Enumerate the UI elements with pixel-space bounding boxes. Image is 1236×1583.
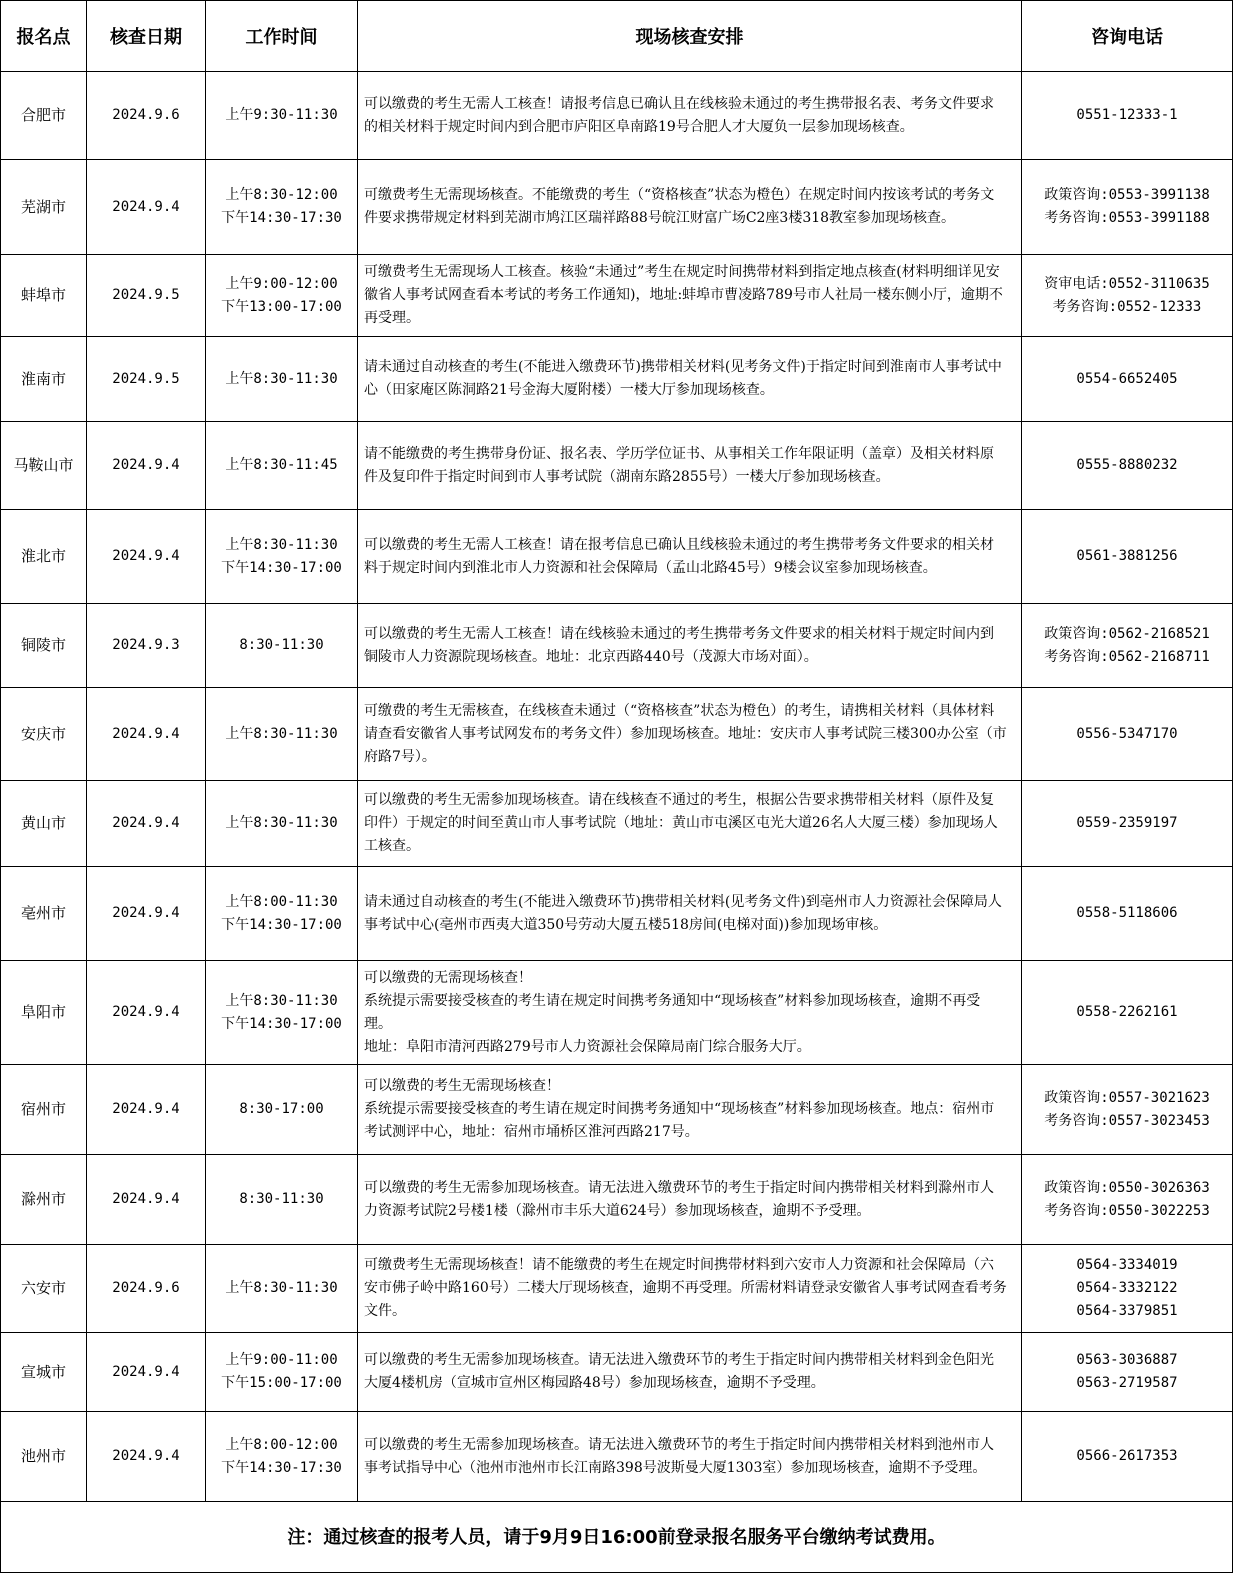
table-row <box>1 1245 1233 1333</box>
phone-cell <box>1022 255 1233 337</box>
city-cell: 淮南市 <box>1 337 87 422</box>
phone-line: 考务咨询:0562-2168711 <box>1044 648 1210 665</box>
city-cell: 黄山市 <box>1 781 87 867</box>
phone-line: 0559-2359197 <box>1076 815 1178 831</box>
table-row <box>1 1065 1233 1155</box>
phone-cell <box>1022 510 1233 604</box>
arrangement-cell <box>358 961 1022 1065</box>
date-cell: 2024.9.4 <box>87 1333 206 1412</box>
phone-line: 政策咨询:0557-3021623 <box>1044 1089 1210 1106</box>
arrangement-text: 可以缴费的考生无需参加现场核查。请无法进入缴费环节的考生于指定时间内携带相关材料到金色阳光大厦4楼机房（宣城市宣州区梅园路48号）参加现场核查，逾期不予受理。 <box>364 1352 994 1391</box>
time-line: 上午9:00-12:00 <box>225 275 338 292</box>
date-cell: 2024.9.4 <box>87 1155 206 1245</box>
date-cell: 2024.9.6 <box>87 72 206 160</box>
arrangement-cell <box>358 1155 1022 1245</box>
arrangement-text: 请未通过自动核查的考生(不能进入缴费环节)携带相关材料(见考务文件)于指定时间到淮南市人事考试中心（田家庵区陈洞路21号金海大厦附楼）一楼大厅参加现场核查。 <box>364 359 1002 398</box>
city-cell: 铜陵市 <box>1 604 87 688</box>
arrangement-text: 可以缴费的考生无需现场核查！ <box>364 1078 560 1094</box>
date-cell: 2024.9.4 <box>87 961 206 1065</box>
arrangement-cell <box>358 1333 1022 1412</box>
arrangement-cell <box>358 255 1022 337</box>
time-cell <box>206 160 358 255</box>
phone-cell <box>1022 72 1233 160</box>
date-cell: 2024.9.3 <box>87 604 206 688</box>
time-line: 上午9:30-11:30 <box>225 107 338 123</box>
phone-line: 0561-3881256 <box>1076 548 1178 564</box>
arrangement-text: 请不能缴费的考生携带身份证、报名表、学历学位证书、从事相关工作年限证明（盖章）及相关材料原件及复印件于指定时间到市人事考试院（湖南东路2855号）一楼大厅参加现场核查。 <box>364 445 994 485</box>
time-cell <box>206 1333 358 1412</box>
city-cell: 芜湖市 <box>1 160 87 255</box>
arrangement-cell <box>358 72 1022 160</box>
phone-line: 0564-3332122 <box>1076 1280 1178 1296</box>
time-line: 下午14:30-17:00 <box>221 916 342 933</box>
time-cell <box>206 72 358 160</box>
city-cell: 阜阳市 <box>1 961 87 1065</box>
time-line: 上午8:30-12:00 <box>225 187 338 203</box>
time-cell <box>206 961 358 1065</box>
arrangement-text: 可以缴费的考生无需人工核查！请在报考信息已确认且线核验未通过的考生携带考务文件要求的相关材料于规定时间内到淮北市人力资源和社会保障局（孟山北路45号）9楼会议室参加现场核查。 <box>364 536 994 576</box>
arrangement-text: 请未通过自动核查的考生(不能进入缴费环节)携带相关材料(见考务文件)到亳州市人力资源社会保障局人事考试中心(亳州市西夷大道350号劳动大厦五楼518房间(电梯对面))参加现场审核。 <box>364 893 1002 933</box>
header-arrangement: 现场核查安排 <box>358 1 1022 72</box>
phone-cell <box>1022 688 1233 781</box>
table-row <box>1 160 1233 255</box>
time-line: 下午14:30-17:30 <box>221 210 342 226</box>
arrangement-text: 可以缴费的考生无需参加现场核查。请无法进入缴费环节的考生于指定时间内携带相关材料到池州市人事考试指导中心（池州市池州市长江南路398号波斯曼大厦1303室）参加现场核查，逾期不予受理。 <box>364 1436 994 1476</box>
phone-line: 0558-5118606 <box>1076 905 1178 921</box>
table-row <box>1 72 1233 160</box>
header-date: 核查日期 <box>87 1 206 72</box>
phone-line: 0551-12333-1 <box>1076 107 1178 123</box>
date-cell: 2024.9.4 <box>87 1065 206 1155</box>
city-cell: 合肥市 <box>1 72 87 160</box>
arrangement-text: 可缴费考生无需现场人工核查。核验“未通过”考生在规定时间携带材料到指定地点核查(材料明细详见安徽省人事考试网查看本考试的考务工作通知)，地址:蚌埠市曹凌路789号市人社局一楼东侧小厅，逾期不再受理。 <box>364 264 1003 326</box>
time-cell <box>206 781 358 867</box>
time-line: 上午8:30-11:45 <box>225 457 338 473</box>
table-row <box>1 1333 1233 1412</box>
header-time: 工作时间 <box>206 1 358 72</box>
date-cell: 2024.9.4 <box>87 422 206 510</box>
time-line: 上午8:30-11:30 <box>225 815 338 831</box>
date-cell: 2024.9.5 <box>87 337 206 422</box>
time-line: 上午8:00-11:30 <box>225 893 338 910</box>
phone-line: 考务咨询:0552-12333 <box>1052 298 1202 315</box>
phone-line: 考务咨询:0557-3023453 <box>1044 1112 1210 1129</box>
time-cell <box>206 422 358 510</box>
header-city: 报名点 <box>1 1 87 72</box>
phone-line: 0564-3379851 <box>1076 1303 1178 1319</box>
phone-cell <box>1022 1412 1233 1502</box>
arrangement-text: 可缴费考生无需现场核查。不能缴费的考生（“资格核查”状态为橙色）在规定时间内按该考试的考务文件要求携带规定材料到芜湖市鸠江区瑞祥路88号皖江财富广场C2座3楼318教室参加现场核查。 <box>364 187 995 226</box>
note-row <box>1 1502 1233 1573</box>
time-cell <box>206 867 358 961</box>
date-cell: 2024.9.4 <box>87 688 206 781</box>
time-line: 上午9:00-11:00 <box>225 1352 338 1368</box>
time-line: 8:30-11:30 <box>239 637 324 653</box>
arrangement-text: 地址：阜阳市清河西路279号市人力资源社会保障局南门综合服务大厅。 <box>364 1038 811 1055</box>
header-row <box>1 1 1233 72</box>
arrangement-text: 可缴费考生无需现场核查！请不能缴费的考生在规定时间携带材料到六安市人力资源和社会保障局（六安市佛子岭中路160号）二楼大厅现场核查，逾期不再受理。所需材料请登录安徽省人事考试网查看考务文件。 <box>364 1257 1007 1319</box>
arrangement-cell <box>358 781 1022 867</box>
phone-line: 0566-2617353 <box>1076 1448 1178 1464</box>
time-line: 8:30-11:30 <box>239 1191 324 1207</box>
phone-line: 资审电话:0552-3110635 <box>1044 275 1210 292</box>
phone-cell <box>1022 160 1233 255</box>
time-line: 上午8:30-11:30 <box>225 725 338 742</box>
time-line: 上午8:30-11:30 <box>225 370 338 387</box>
time-cell <box>206 255 358 337</box>
city-cell: 宣城市 <box>1 1333 87 1412</box>
phone-cell <box>1022 867 1233 961</box>
time-line: 下午14:30-17:00 <box>221 1015 342 1032</box>
table-row <box>1 255 1233 337</box>
table-row <box>1 604 1233 688</box>
table-row <box>1 337 1233 422</box>
phone-line: 0554-6652405 <box>1076 370 1178 387</box>
phone-line: 0563-3036887 <box>1076 1352 1178 1368</box>
time-line: 下午14:30-17:00 <box>221 559 342 576</box>
header-phone: 咨询电话 <box>1022 1 1233 72</box>
arrangement-text: 可以缴费的考生无需参加现场核查。请无法进入缴费环节的考生于指定时间内携带相关材料到滁州市人力资源考试院2号楼1楼（滁州市丰乐大道624号）参加现场核查，逾期不予受理。 <box>364 1179 994 1219</box>
arrangement-text: 可缴费的考生无需核查，在线核查未通过（“资格核查”状态为橙色）的考生，请携相关材料（具体材料请查看安徽省人事考试网发布的考务文件）参加现场核查。地址：安庆市人事考试院三楼300办公室（市府路7号）。 <box>364 702 1007 765</box>
arrangement-cell <box>358 1412 1022 1502</box>
phone-line: 0563-2719587 <box>1076 1375 1178 1391</box>
city-cell: 蚌埠市 <box>1 255 87 337</box>
phone-line: 0564-3334019 <box>1076 1257 1178 1273</box>
time-line: 上午8:30-11:30 <box>225 536 338 553</box>
time-cell <box>206 1155 358 1245</box>
phone-cell <box>1022 1245 1233 1333</box>
phone-line: 0556-5347170 <box>1076 725 1178 742</box>
phone-cell <box>1022 337 1233 422</box>
arrangement-cell <box>358 1245 1022 1333</box>
phone-cell <box>1022 781 1233 867</box>
table-row <box>1 1412 1233 1502</box>
phone-line: 0558-2262161 <box>1076 1004 1178 1020</box>
arrangement-cell <box>358 510 1022 604</box>
phone-line: 0555-8880232 <box>1076 457 1178 473</box>
phone-line: 政策咨询:0562-2168521 <box>1044 625 1210 642</box>
date-cell: 2024.9.4 <box>87 781 206 867</box>
city-cell: 六安市 <box>1 1245 87 1333</box>
phone-line: 政策咨询:0550-3026363 <box>1044 1179 1210 1196</box>
phone-cell <box>1022 1333 1233 1412</box>
phone-line: 考务咨询:0553-3991188 <box>1044 210 1210 226</box>
date-cell: 2024.9.5 <box>87 255 206 337</box>
arrangement-text: 可以缴费的无需现场核查！ <box>364 969 532 986</box>
city-cell: 宿州市 <box>1 1065 87 1155</box>
arrangement-text: 可以缴费的考生无需人工核查！请报考信息已确认且在线核验未通过的考生携带报名表、考务文件要求的相关材料于规定时间内到合肥市庐阳区阜南路19号合肥人才大厦负一层参加现场核查。 <box>364 95 994 135</box>
phone-cell <box>1022 604 1233 688</box>
table-row <box>1 961 1233 1065</box>
time-line: 8:30-17:00 <box>239 1101 324 1117</box>
city-cell: 淮北市 <box>1 510 87 604</box>
time-cell <box>206 604 358 688</box>
date-cell: 2024.9.4 <box>87 867 206 961</box>
time-cell <box>206 1245 358 1333</box>
arrangement-text: 系统提示需要接受核查的考生请在规定时间携考务通知中“现场核查”材料参加现场核查，逾期不再受理。 <box>364 992 981 1032</box>
city-cell: 安庆市 <box>1 688 87 781</box>
time-cell <box>206 1065 358 1155</box>
time-cell <box>206 337 358 422</box>
arrangement-cell <box>358 688 1022 781</box>
time-line: 上午8:30-11:30 <box>225 992 338 1009</box>
table-row <box>1 1155 1233 1245</box>
time-line: 上午8:00-12:00 <box>225 1436 338 1453</box>
table-row <box>1 422 1233 510</box>
arrangement-cell <box>358 422 1022 510</box>
arrangement-text: 可以缴费的考生无需参加现场核查。请在线核查不通过的考生，根据公告要求携带相关材料（原件及复印件）于规定的时间至黄山市人事考试院（地址：黄山市屯溪区屯光大道26名人大厦三楼）参加现场人工核查。 <box>364 792 998 854</box>
time-line: 下午15:00-17:00 <box>221 1375 342 1391</box>
city-cell: 马鞍山市 <box>1 422 87 510</box>
time-line: 下午13:00-17:00 <box>221 298 342 315</box>
time-cell <box>206 1412 358 1502</box>
arrangement-text: 系统提示需要接受核查的考生请在规定时间携考务通知中“现场核查”材料参加现场核查。地点：宿州市考试测评中心，地址：宿州市埇桥区淮河西路217号。 <box>364 1101 995 1140</box>
arrangement-cell <box>358 867 1022 961</box>
arrangement-cell <box>358 604 1022 688</box>
time-cell <box>206 510 358 604</box>
phone-cell <box>1022 961 1233 1065</box>
arrangement-cell <box>358 1065 1022 1155</box>
date-cell: 2024.9.4 <box>87 1412 206 1502</box>
date-cell: 2024.9.4 <box>87 160 206 255</box>
phone-line: 政策咨询:0553-3991138 <box>1044 187 1210 203</box>
date-cell: 2024.9.4 <box>87 510 206 604</box>
time-cell <box>206 688 358 781</box>
arrangement-cell <box>358 160 1022 255</box>
footer-note: 注：通过核查的报考人员，请于9月9日16:00前登录报名服务平台缴纳考试费用。 <box>1 1502 1233 1573</box>
phone-line: 考务咨询:0550-3022253 <box>1044 1202 1210 1219</box>
phone-cell <box>1022 1065 1233 1155</box>
time-line: 上午8:30-11:30 <box>225 1280 338 1296</box>
phone-cell <box>1022 422 1233 510</box>
city-cell: 池州市 <box>1 1412 87 1502</box>
arrangement-cell <box>358 337 1022 422</box>
table-row <box>1 510 1233 604</box>
time-line: 下午14:30-17:30 <box>221 1459 342 1476</box>
arrangement-text: 可以缴费的考生无需人工核查！请在线核验未通过的考生携带考务文件要求的相关材料于规定时间内到铜陵市人力资源院现场核查。地址：北京西路440号（茂源大市场对面）。 <box>364 625 994 665</box>
date-cell: 2024.9.6 <box>87 1245 206 1333</box>
phone-cell <box>1022 1155 1233 1245</box>
table-row <box>1 781 1233 867</box>
table-row <box>1 867 1233 961</box>
city-cell: 亳州市 <box>1 867 87 961</box>
table-row <box>1 688 1233 781</box>
city-cell: 滁州市 <box>1 1155 87 1245</box>
